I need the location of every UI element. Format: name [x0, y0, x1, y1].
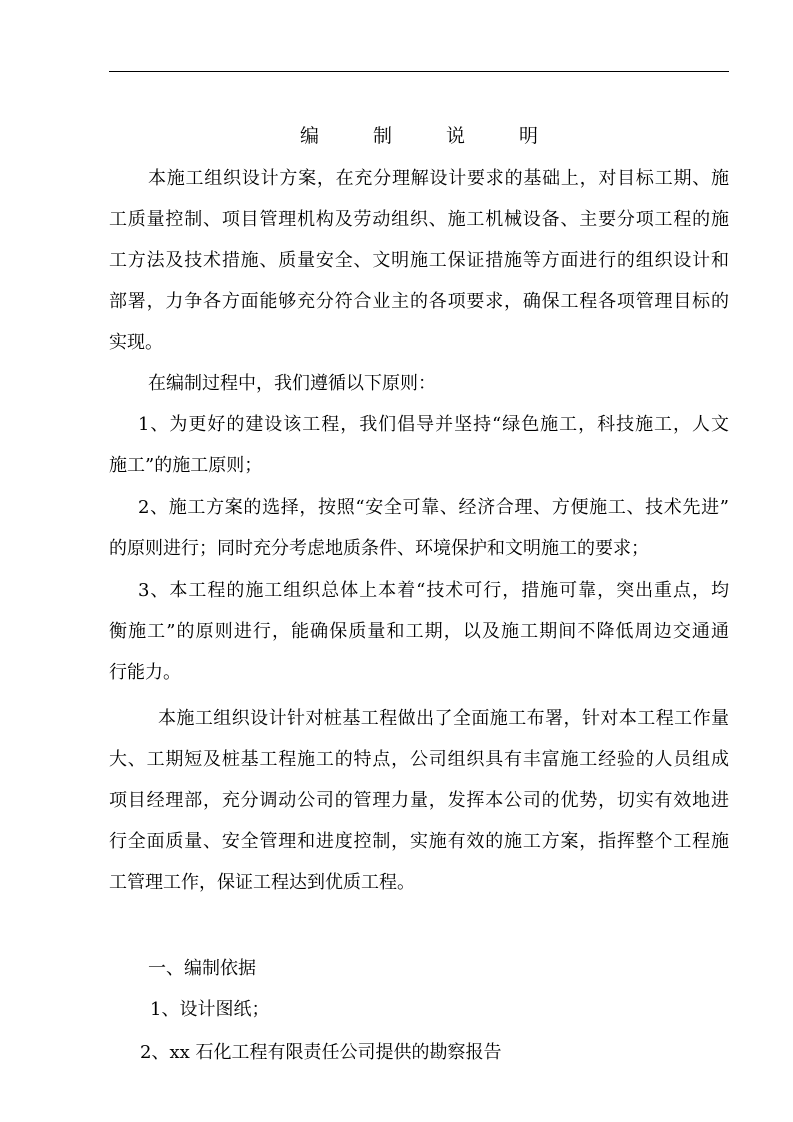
intro-line-4: 部署，力争各方面能够充分符合业主的各项要求，确保工程各项管理目标的 — [109, 291, 729, 312]
summary-line-2: 大、工期短及桩基工程施工的特点，公司组织具有丰富施工经验的人员组成 — [109, 749, 729, 770]
principle-1-line-2: 施工”的施工原则； — [109, 455, 263, 476]
principle-3-line-1: 3、本工程的施工组织总体上本着“技术可行，措施可靠，突出重点，均 — [138, 580, 729, 601]
summary-line-1: 本施工组织设计针对桩基工程做出了全面施工布署，针对本工程工作量 — [158, 708, 729, 729]
principle-2-line-1: 2、施工方案的选择，按照“安全可靠、经济合理、方便施工、技术先进” — [138, 497, 729, 518]
principle-2-line-2: 的原则进行；同时充分考虑地质条件、环境保护和文明施工的要求； — [109, 538, 649, 559]
principle-3-line-2: 衡施工”的原则进行，能确保质量和工期，以及施工期间不降低周边交通通 — [109, 621, 729, 642]
principles-intro: 在编制过程中，我们遵循以下原则： — [148, 373, 436, 394]
intro-line-5: 实现。 — [109, 332, 163, 353]
principle-3-line-3: 行能力。 — [109, 662, 181, 683]
header-rule — [109, 71, 729, 72]
principle-1-line-1: 1、为更好的建设该工程，我们倡导并坚持“绿色施工，科技施工，人文 — [138, 414, 729, 435]
basis-item-2: 2、xx 石化工程有限责任公司提供的勘察报告 — [140, 1042, 502, 1063]
summary-line-4: 行全面质量、安全管理和进度控制，实施有效的施工方案，指挥整个工程施 — [109, 831, 729, 852]
intro-line-2: 工质量控制、项目管理机构及劳动组织、施工机械设备、主要分项工程的施 — [109, 209, 729, 230]
summary-line-5: 工管理工作，保证工程达到优质工程。 — [109, 872, 415, 893]
intro-line-1: 本施工组织设计方案，在充分理解设计要求的基础上，对目标工期、施 — [148, 168, 729, 189]
intro-line-3: 工方法及技术措施、质量安全、文明施工保证措施等方面进行的组织设计和 — [109, 250, 729, 271]
section-heading: 一、编制依据 — [148, 958, 256, 979]
summary-line-3: 项目经理部，充分调动公司的管理力量，发挥本公司的优势，切实有效地进 — [109, 790, 729, 811]
basis-item-1: 1、设计图纸； — [150, 999, 270, 1020]
page-title: 编 制 说 明 — [299, 125, 563, 147]
